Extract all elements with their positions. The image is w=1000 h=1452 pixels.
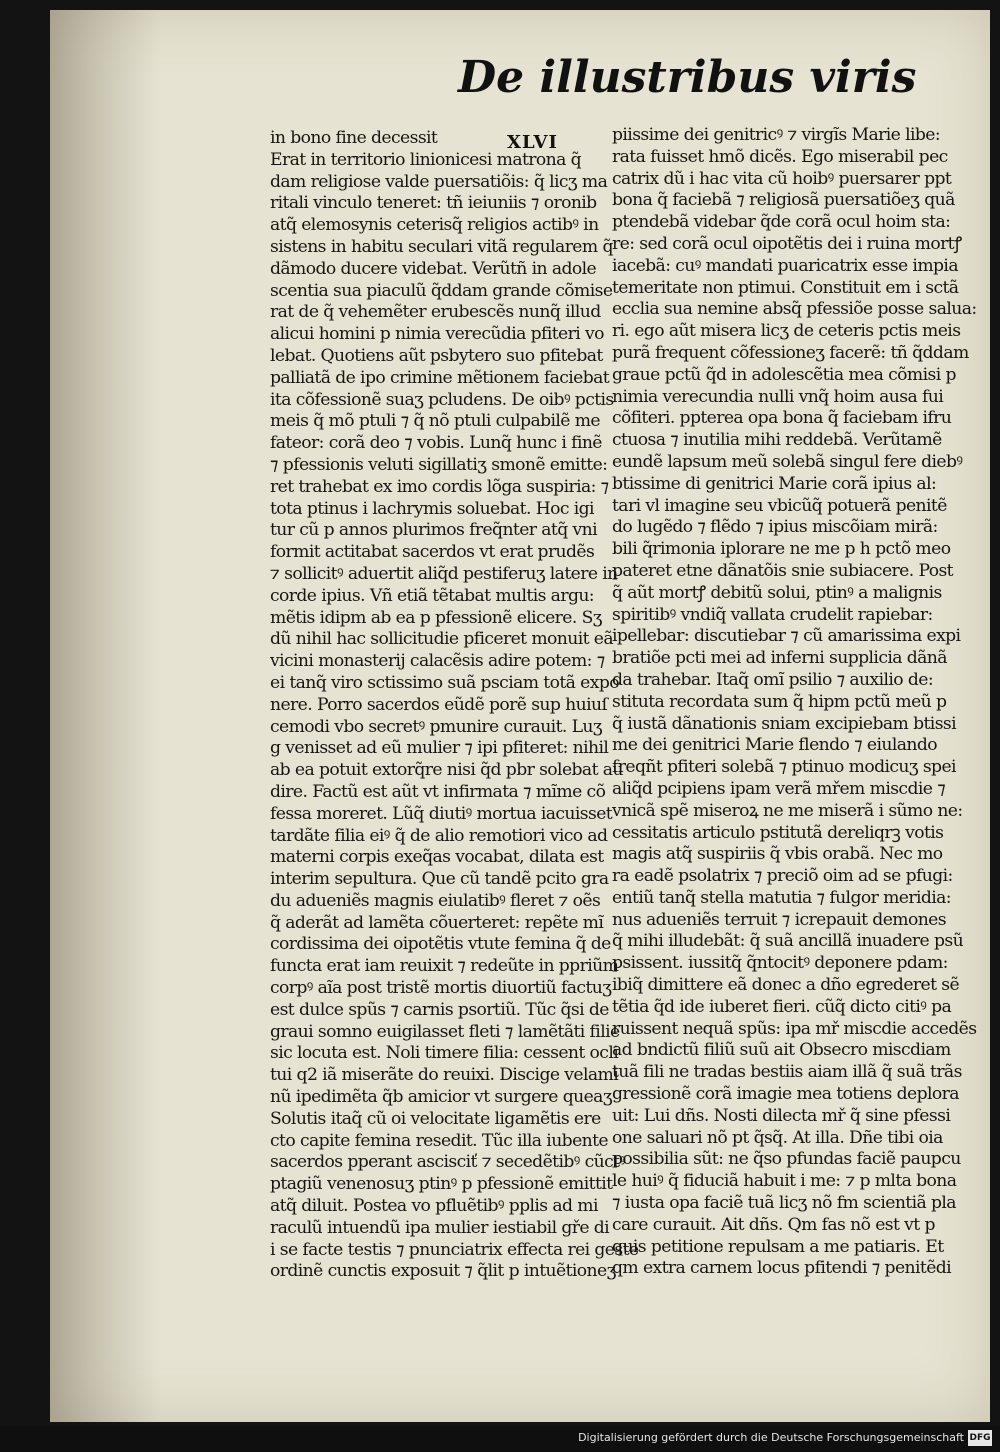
text-line: ei tanq̃ viro sctissimo suã psciam totã expo: [270, 672, 619, 693]
text-line: ipellebar: discutiebar ⁊ cũ amarissima expi: [612, 626, 961, 647]
text-line: mẽtis idipm ab ea p pfessionẽ elicere. Sʒ: [270, 607, 602, 628]
text-line: ecclia sua nemine absq̃ pfessiõe posse salua:: [612, 299, 977, 320]
text-line: me dei genitrici Marie flendo ⁊ eiulando: [612, 735, 938, 756]
text-line: sistens in habitu seculari vitã regularem q̃: [270, 236, 613, 257]
text-line: bili q̃rimonia iplorare ne me p h pctõ meo: [612, 539, 951, 560]
text-column-right: [612, 125, 977, 1280]
text-line: q̃ iustã dãnationis sniam excipiebam btissi: [612, 713, 957, 734]
text-line: cemodi vbo secretꝰ pmunire curauit. Luʒ: [270, 716, 603, 737]
text-line: nimia verecundia nulli vnq̃ hoim ausa fui: [612, 386, 944, 407]
text-line: stituta recordata sum q̃ hipm pctũ meũ p: [612, 691, 947, 712]
text-line: graue pctũ q̃d in adolescẽtia mea cõmisi p: [612, 364, 956, 385]
text-line: g venisset ad eũ mulier ⁊ ipi pfiteret: nihil: [270, 738, 609, 759]
text-line: materni corpis exeq̃as vocabat, dilata est: [270, 847, 604, 868]
text-line: scentia sua piaculũ q̃ddam grande cõmise: [270, 280, 613, 301]
text-line: eundẽ lapsum meũ solebã singul fere diebꝰ: [612, 451, 963, 472]
text-line: ad bndictũ filiũ suũ ait Obsecro miscdiam: [612, 1040, 951, 1061]
text-line: in bono fine decessit: [270, 128, 438, 148]
text-line: uit: Lui dñs. Nosti dilecta mř q̃ sine pfessi: [612, 1105, 951, 1126]
text-line: bratiõe pcti mei ad inferni supplicia dãnã: [612, 648, 947, 669]
text-line: do lugẽdo ⁊ flẽdo ⁊ ipius miscõiam mirã:: [612, 517, 938, 538]
text-line: aliq̃d pcipiens ipam verã mřem miscdie ⁊: [612, 778, 946, 799]
text-line: piissime dei genitricꝰ ⁊ virgĩs Marie libe:: [612, 125, 941, 145]
text-line: raculũ intuendũ ipa mulier iestiabil gře di: [270, 1217, 610, 1238]
text-line: spiritibꝰ vndiq̃ vallata crudelit rapiebar:: [612, 604, 933, 625]
text-line: fessa moreret. Lũq̃ diutiꝰ mortua iacuisset: [270, 803, 613, 824]
text-line: lebat. Quotiens aũt psbytero suo pfitebat: [270, 345, 603, 366]
text-line: meis q̃ mõ ptuli ⁊ q̃ nõ ptuli culpabilẽ me: [270, 411, 600, 432]
text-line: care curauit. Ait dñs. Qm fas nõ est vt p: [612, 1214, 935, 1235]
text-line: tota ptinus i lachrymis soluebat. Hoc igi: [270, 498, 594, 519]
text-line: bona q̃ faciebã ⁊ religiosã puersatiõeʒ quã: [612, 190, 955, 211]
text-line: ptendebã videbar q̃de corã ocul hoim sta:: [612, 212, 951, 233]
text-line: ibiq̃ dimittere eã donec a dño egrederet sẽ: [612, 975, 960, 996]
text-line: Solutis itaq̃ cũ oi velocitate ligamẽtis ere: [270, 1108, 601, 1129]
text-line: quis petitione repulsam a me patiaris. Et: [612, 1236, 944, 1257]
text-line: functa erat iam reuixit ⁊ redeũte in ppriũm: [270, 956, 619, 977]
text-line: ruissent nequã spũs: ipa mř miscdie accedẽs: [612, 1018, 977, 1039]
text-line: le huiꝰ q̃ fiduciã habuit i me: ⁊ p mlta bona: [612, 1171, 957, 1192]
page-gutter-shadow: [50, 10, 160, 1422]
text-line: rat de q̃ vehemẽter erubescẽs nunq̃ illud: [270, 302, 601, 323]
text-line: dire. Factũ est aũt vt infirmata ⁊ mĩme cõ: [270, 781, 606, 802]
text-line: vnicã spẽ miseroꝝ ne me miserã i sũmo ne:: [612, 800, 963, 821]
text-line: pateret etne dãnatõis snie subiacere. Post: [612, 560, 953, 581]
text-line: temeritate non ptimui. Constituit em i sctã: [612, 277, 959, 298]
text-line: catrix dũ i hac vita cũ hoibꝰ puersarer ppt: [612, 168, 952, 189]
text-line: vicini monasterij calacẽsis adire potem: ⁊: [270, 651, 605, 672]
text-line: palliatã de ipo crimine mẽtionem faciebat: [270, 367, 610, 388]
text-line: iacebã: cuꝰ mandati puaricatrix esse impia: [612, 255, 958, 276]
text-line: i se facte testis ⁊ pnunciatrix effecta rei geste: [270, 1239, 639, 1260]
text-line: tui q2 iã miserãte do reuixi. Discige velami: [270, 1065, 619, 1086]
text-line: psissent. iussitq̃ q̃ntocitꝰ deponere pdam:: [612, 953, 948, 974]
text-line: magis atq̃ suspiriis q̃ vbis orabã. Nec mo: [612, 844, 943, 865]
text-line: nus adueniẽs terruit ⁊ icrepauit demones: [612, 909, 946, 930]
text-line: dãmodo ducere videbat. Verũtñ in adole: [270, 258, 597, 279]
text-line: possibilia sũt: ne q̃so pfundas faciẽ paupcu: [612, 1149, 961, 1170]
text-line: sic locuta est. Noli timere filia: cessent ocli: [270, 1043, 619, 1064]
text-line: tari vl imagine seu vbicũq̃ potuerã penitẽ: [612, 495, 947, 516]
text-line: cordissima dei oipotẽtis vtute femina q̃ de: [270, 934, 611, 955]
text-line: dam religiose valde puersatiõis: q̃ licʒ ma: [270, 171, 608, 192]
text-line: gressionẽ corã imagie mea totiens deplora: [612, 1084, 959, 1105]
text-line: ptagiũ venenosuʒ ptinꝰ p pfessionẽ emittit: [270, 1174, 613, 1195]
text-line: atq̃ diluit. Postea vo pfluẽtibꝰ pplis ad mi: [270, 1196, 598, 1217]
text-line: Erat in territorio linionicesi matrona q̃: [270, 149, 582, 170]
text-line: ri. ego aũt misera licʒ de ceteris pctis meis: [612, 321, 961, 342]
text-line: fateor: corã deo ⁊ vobis. Lunq̃ hunc i finẽ: [270, 433, 602, 454]
text-line: corde ipius. Vñ etiã tẽtabat multis argu:: [270, 585, 595, 606]
text-line: graui somno euigilasset fleti ⁊ lamẽtãti filie: [270, 1021, 620, 1042]
text-line: cto capite femina resedit. Tũc illa iubente: [270, 1130, 608, 1151]
text-line: formit actitabat sacerdos vt erat prudẽs: [270, 542, 595, 563]
text-line: du adueniẽs magnis eiulatibꝰ fleret ⁊ oẽs: [270, 890, 601, 911]
text-line: q̃ mihi illudebãt: q̃ suã ancillã inuadere psũ: [612, 931, 964, 952]
text-line: ordinẽ cunctis exposuit ⁊ q̃lit p intuẽtioneʒ: [270, 1261, 616, 1282]
text-line: nũ ipedimẽta q̃b amicior vt surgere queaʒ: [270, 1087, 612, 1108]
text-line: entiũ tanq̃ stella matutia ⁊ fulgor meridia:: [612, 887, 951, 908]
text-line: purã frequent cõfessioneʒ facerẽ: tñ q̃ddam: [612, 342, 969, 363]
text-line: da trahebar. Itaq̃ omĩ psilio ⁊ auxilio de:: [612, 669, 934, 690]
text-line: ⁊ iusta opa faciẽ tuã licʒ nõ fm scientiã pla: [612, 1193, 956, 1214]
text-line: dũ nihil hac sollicitudie pficeret monuit eã: [270, 629, 614, 650]
text-line: tardãte filia eiꝰ q̃ de alio remotiori vico ad: [270, 825, 608, 846]
running-title: De illustribus viris: [458, 52, 917, 103]
text-line: ⁊ pfessionis veluti sigillatiʒ smonẽ emitte:: [270, 454, 608, 475]
text-line: ret trahebat ex imo cordis lõga suspiria: ⁊: [270, 476, 609, 497]
text-line: ab ea potuit extorq̃re nisi q̃d pbr solebat au: [270, 760, 623, 781]
text-line: q̃ aderãt ad lamẽta cõuerteret: repẽte mĩ: [270, 912, 604, 933]
text-line: ita cõfessionẽ suaʒ pcludens. De oibꝰ pctis: [270, 389, 614, 410]
text-line: atq̃ elemosynis ceterisq̃ religios actibꝰ in: [270, 215, 599, 236]
text-line: sacerdos pperant ascisciť ⁊ secedẽtibꝰ cũctꝰ: [270, 1152, 626, 1173]
text-line: alicui homini p nimia verecũdia pfiteri vo: [270, 324, 604, 345]
text-line: re: sed corã ocul oipotẽtis dei i ruina mortꝭ: [612, 233, 962, 254]
text-line: tur cũ p annos plurimos freq̃nter atq̃ vni: [270, 520, 597, 541]
text-line: ⁊ sollicitꝰ aduertit aliq̃d pestiferuʒ latere in: [270, 563, 618, 584]
text-line: one saluari nõ pt q̃sq̃. At illa. Dñe tibi oia: [612, 1127, 943, 1148]
text-line: ctuosa ⁊ inutilia mihi reddebã. Verũtamẽ: [612, 430, 942, 451]
footer-credit: Digitalisierung gefördert durch die Deutsche Forschungsgemeinschaft: [578, 1431, 964, 1444]
text-line: corpꝰ aĩa post tristẽ mortis diuortiũ factuʒ: [270, 978, 612, 999]
text-line: cessitatis articulo pstitutã dereliqrꝫ votis: [612, 822, 944, 843]
text-line: cõfiteri. ppterea opa bona q̃ faciebam ifru: [612, 408, 952, 429]
text-line: freqñt pfiteri solebã ⁊ ptinuo modicuʒ spei: [612, 757, 956, 778]
text-line: rata fuisset hmõ dicẽs. Ego miserabil pec: [612, 146, 948, 167]
text-line: est dulce spũs ⁊ carnis psortiũ. Tũc q̃si de: [270, 999, 609, 1020]
text-line: btissime di genitrici Marie corã ipius al:: [612, 473, 937, 494]
text-line: q̃ aũt mortꝭ debitũ solui, ptinꝰ a malignis: [612, 582, 942, 603]
text-line: qm extra carnem locus pfitendi ⁊ penitẽdi: [612, 1258, 952, 1279]
text-line: tuã fili ne tradas bestiis aiam illã q̃ suã trãs: [612, 1062, 962, 1083]
text-line: nere. Porro sacerdos eũdẽ porẽ sup huiuſ: [270, 694, 608, 715]
text-line: tẽtia q̃d ide iuberet fieri. cũq̃ dicto citiꝰ pa: [612, 996, 952, 1017]
folio-number: XLVI: [507, 132, 558, 153]
text-line: interim sepultura. Que cũ tandẽ pcito gra: [270, 869, 609, 890]
text-line: ra eadẽ psolatrix ⁊ preciõ oim ad se pfugi:: [612, 866, 953, 887]
text-line: ritali vinculo teneret: tñ ieiuniis ⁊ oronib: [270, 193, 597, 214]
dfg-logo: DFG: [968, 1430, 992, 1446]
text-column-left: [270, 128, 639, 1283]
